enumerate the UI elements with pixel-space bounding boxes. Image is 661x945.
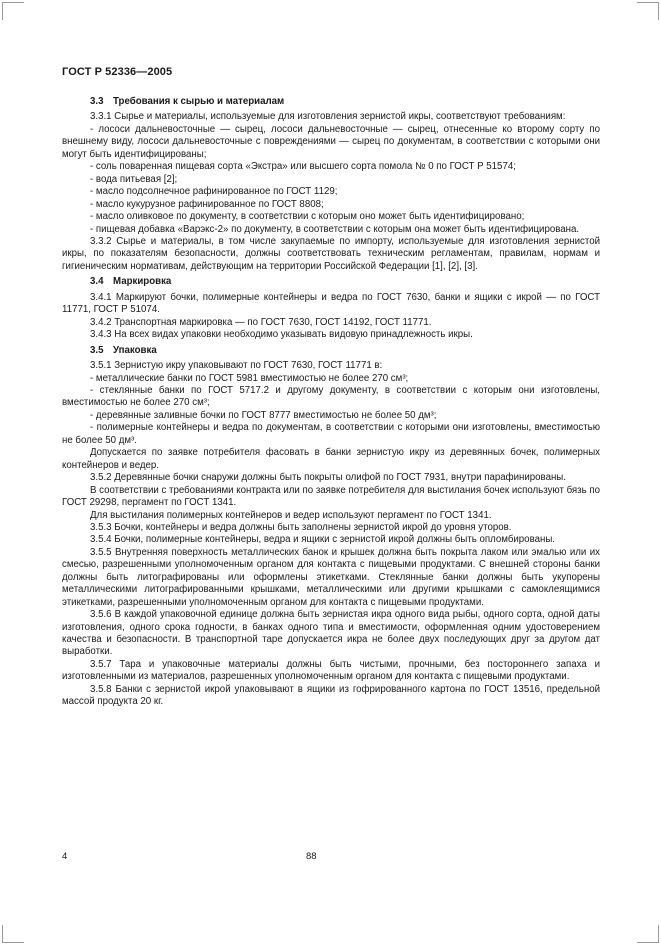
section-heading: [62, 96, 600, 108]
section-number: 3.5: [90, 344, 104, 356]
scan-edge-mark: [2, 2, 3, 20]
paragraph: 3.5.6 В каждой упаковочной единице должна быть зернистая икра одного вида рыбы, одного сорта, одной даты изготовления, одного срока годности, в банках одного типа и вместимости, оформленная одним удостоверением качества и безопасности. В транспортной таре допускается икра не более двух последующих друг за другом дат выработки.: [62, 609, 600, 658]
scan-edge-mark: [637, 942, 659, 943]
sheet-number: 88: [306, 851, 317, 862]
paragraph: В соответствии с требованиями контракта или по заявке потребителя для выстилания бочек используют бязь по ГОСТ 29298, пергамент по ГОСТ 1341.: [62, 484, 600, 509]
paragraph: 3.5.2 Деревянные бочки снаружи должны быть покрыты олифой по ГОСТ 7931, внутри парафинированы.: [90, 472, 566, 484]
section-title: Требования к сырью и материалам: [113, 96, 285, 107]
section-title: Маркировка: [113, 276, 172, 288]
list-item: - металлические банки по ГОСТ 5981 вместимостью не более 270 см³;: [90, 372, 409, 384]
scan-edge-mark: [2, 925, 3, 943]
scan-edge-mark: [658, 925, 659, 943]
paragraph: Для выстилания полимерных контейнеров и ведер используют пергамент по ГОСТ 1341.: [90, 509, 492, 521]
list-item: - вода питьевая [2];: [90, 173, 178, 185]
scan-edge-mark: [2, 942, 24, 943]
paragraph: 3.4.2 Транспортная маркировка — по ГОСТ 7630, ГОСТ 14192, ГОСТ 11771.: [90, 316, 432, 328]
paragraph: 3.5.3 Бочки, контейнеры и ведра должны быть заполнены зернистой икрой до уровня уторов.: [90, 521, 512, 533]
section-heading: [62, 276, 600, 288]
list-item: - масло кукурузное рафинированное по ГОСТ 8808;: [90, 198, 324, 210]
list-item: - соль поваренная пищевая сорта «Экстра» или высшего сорта помола № 0 по ГОСТ Р 51574;: [90, 161, 516, 173]
document-header: ГОСТ Р 52336—2005: [62, 66, 173, 78]
section-heading: [62, 345, 600, 357]
page-number: 4: [62, 851, 68, 862]
document-body: [62, 93, 600, 709]
section-title: Упаковка: [113, 344, 157, 356]
paragraph: 3.5.5 Внутренняя поверхность металлических банок и крышек должна быть покрыта лаком или эмалью или их смесью, разрешенными уполномоченным органом для контакта с пищевыми продуктами. С внешней стороны банки должны быть литографированы или оформлены этикетками. Стеклянные банки должны быть укупорены металлическими литографированными крышками, металлическими или другими крышками с самоклеящимися этикетками, разрешенными уполномоченным органом для контакта с пищевыми продуктами.: [62, 546, 600, 608]
scan-edge-mark: [658, 2, 659, 20]
list-item: - стеклянные банки по ГОСТ 5717.2 и другому документу, в соответствии с которым они изготовлены, вместимостью не более 270 см³;: [62, 384, 600, 409]
list-item: - масло оливковое по документу, в соответствии с которым оно может быть идентифицировано;: [90, 211, 525, 223]
list-item: - деревянные заливные бочки по ГОСТ 8777 вместимостью не более 50 дм³;: [90, 409, 437, 421]
list-item: - пищевая добавка «Варэкс-2» по документу, в соответствии с которым она может быть идентифицирована.: [90, 223, 580, 235]
paragraph: 3.4.3 На всех видах упаковки необходимо указывать видовую принадлежность икры.: [90, 329, 473, 341]
paragraph: 3.5.1 Зернистую икру упаковывают по ГОСТ 7630, ГОСТ 11771 в:: [90, 360, 383, 372]
scan-edge-mark: [637, 2, 659, 3]
paragraph: 3.3.1 Сырье и материалы, используемые для изготовления зернистой икры, соответствуют требованиям:: [90, 111, 566, 123]
paragraph: 3.5.4 Бочки, полимерные контейнеры, ведра и ящики с зернистой икрой должны быть опломбированы.: [90, 534, 555, 546]
paragraph: 3.4.1 Маркируют бочки, полимерные контейнеры и ведра по ГОСТ 7630, банки и ящики с икрой — по ГОСТ 11771, ГОСТ Р 51074.: [62, 291, 600, 316]
list-item: - полимерные контейнеры и ведра по документам, в соответствии с которыми они изготовлены, вместимостью не более 50 дм³.: [62, 422, 600, 446]
scan-edge-mark: [2, 2, 24, 3]
section-number: 3.4: [90, 276, 104, 288]
paragraph: 3.5.7 Тара и упаковочные материалы должны быть чистыми, прочными, без постороннего запаха и изготовленными из материалов, разрешенных уполномоченным органом для контакта с пищевыми продуктами.: [62, 658, 600, 683]
paragraph: 3.3.2 Сырье и материалы, в том числе закупаемые по импорту, используемые для изготовления зернистой икры, по показателям безопасности, должны соответствовать техническим регламентам, правилам, нормам и гигиеническим нормативам, действующим на территории Российской Федерации [1], [2], [3].: [62, 235, 600, 272]
section-number: 3.3: [90, 96, 104, 107]
paragraph: Допускается по заявке потребителя фасовать в банки зернистую икру из деревянных бочек, полимерных контейнеров и ведер.: [62, 447, 600, 471]
paragraph: 3.5.8 Банки с зернистой икрой упаковывают в ящики из гофрированного картона по ГОСТ 13516, предельной массой продукта 20 кг.: [62, 683, 600, 708]
list-item: - масло подсолнечное рафинированное по ГОСТ 1129;: [90, 186, 338, 198]
list-item: - лососи дальневосточные — сырец, лососи дальневосточные — сырец, отнесенные ко второму сорту по внешнему виду, лососи дальневосточные с повреждениями — сырец по документам, в соответствии с которыми они могут быть идентифицированы;: [62, 123, 600, 160]
